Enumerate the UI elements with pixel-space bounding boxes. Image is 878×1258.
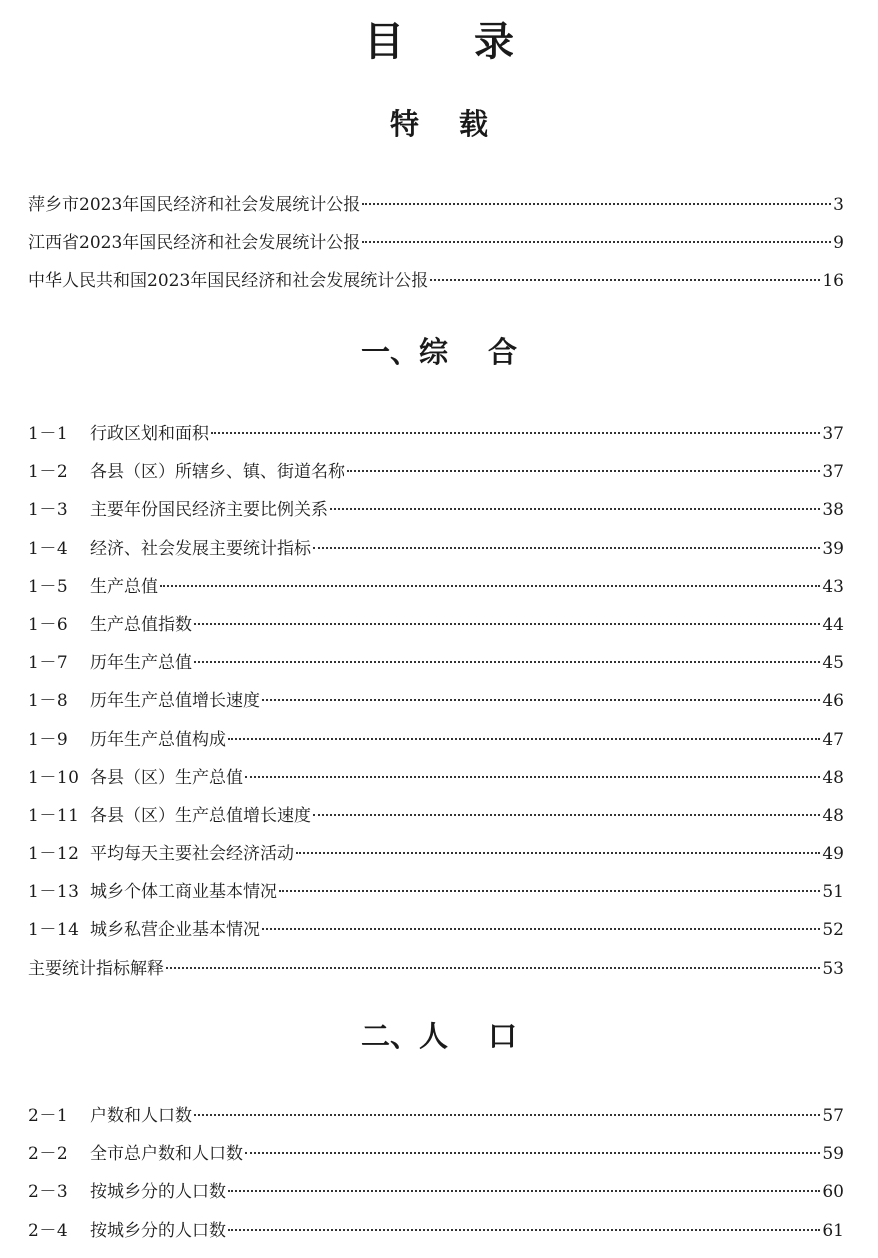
toc-entry-label: 按城乡分的人口数 xyxy=(90,1182,226,1203)
toc-entry-label: 城乡个体工商业基本情况 xyxy=(90,882,277,903)
toc-leader-dots xyxy=(279,890,820,892)
toc-leader-dots xyxy=(362,241,831,243)
toc-entry[interactable] xyxy=(28,644,844,682)
toc-entry[interactable] xyxy=(28,568,844,606)
toc-entry-page: 57 xyxy=(822,1106,844,1126)
toc-entry-label: 按城乡分的人口数 xyxy=(90,1220,226,1241)
toc-entry[interactable] xyxy=(28,1173,844,1211)
toc-leader-dots xyxy=(362,203,831,205)
toc-entry[interactable] xyxy=(28,606,844,644)
toc-entry-number: 1－9 xyxy=(28,729,69,750)
toc-entry-number: 2－4 xyxy=(28,1220,69,1241)
toc-entry-page: 16 xyxy=(822,271,844,292)
toc-entry[interactable] xyxy=(28,1097,844,1135)
toc-entry[interactable] xyxy=(28,721,844,759)
toc-leader-dots xyxy=(245,776,820,778)
toc-leader-dots xyxy=(194,1114,820,1116)
toc-leader-dots xyxy=(330,508,820,510)
section-list-general xyxy=(28,415,844,988)
toc-entry-label: 主要统计指标解释 xyxy=(28,958,164,979)
toc-entry-number: 1－4 xyxy=(28,538,69,559)
toc-leader-dots xyxy=(347,470,820,472)
toc-title-left: 目 xyxy=(364,19,404,65)
toc-leader-dots xyxy=(160,585,820,587)
toc-entry-label: 中华人民共和国2023年国民经济和社会发展统计公报 xyxy=(28,271,429,292)
toc-leader-dots xyxy=(194,661,820,663)
toc-entry-page: 9 xyxy=(833,233,844,254)
section-title-population: 二、人 口 xyxy=(360,1019,518,1053)
toc-entry-label: 户数和人口数 xyxy=(90,1106,192,1126)
toc-entry-label: 主要年份国民经济主要比例关系 xyxy=(90,500,328,521)
toc-entry-label: 行政区划和面积 xyxy=(90,424,209,444)
toc-entry[interactable] xyxy=(28,186,844,224)
section-title-special: 特 载 xyxy=(389,107,489,141)
toc-leader-dots xyxy=(313,547,820,549)
toc-entry-number: 1－5 xyxy=(28,576,69,597)
toc-entry-number: 1－2 xyxy=(28,462,69,483)
toc-entry-label: 萍乡市2023年国民经济和社会发展统计公报 xyxy=(28,195,361,215)
toc-entry-number: 2－2 xyxy=(28,1144,69,1165)
toc-entry-label: 历年生产总值 xyxy=(90,653,192,674)
toc-entry[interactable] xyxy=(28,530,844,568)
toc-entry[interactable] xyxy=(28,1135,844,1173)
toc-entry-page: 45 xyxy=(822,653,844,674)
toc-title-right: 录 xyxy=(474,19,514,65)
toc-leader-dots xyxy=(296,852,820,854)
toc-entry-page: 46 xyxy=(822,691,844,712)
toc-entry-number: 2－3 xyxy=(28,1182,69,1203)
toc-entry[interactable] xyxy=(28,759,844,797)
section-list-special xyxy=(28,186,844,301)
toc-entry-number: 1－8 xyxy=(28,691,69,712)
section-title-general: 一、综 合 xyxy=(360,335,518,369)
toc-leader-dots xyxy=(262,928,820,930)
toc-entry-label: 各县（区）所辖乡、镇、街道名称 xyxy=(90,462,345,483)
toc-entry-page: 38 xyxy=(822,500,844,521)
toc-entry-page: 48 xyxy=(822,805,844,826)
toc-title xyxy=(0,14,878,70)
toc-entry[interactable] xyxy=(28,797,844,835)
toc-entry-label: 全市总户数和人口数 xyxy=(90,1144,243,1165)
toc-entry-label: 历年生产总值增长速度 xyxy=(90,691,260,712)
toc-entry-page: 61 xyxy=(822,1220,844,1241)
toc-entry[interactable] xyxy=(28,224,844,262)
toc-entry-page: 44 xyxy=(822,614,844,635)
toc-entry-page: 51 xyxy=(822,882,844,903)
toc-entry-number: 2－1 xyxy=(28,1106,69,1126)
toc-leader-dots xyxy=(430,279,820,281)
section-list-population xyxy=(28,1097,844,1250)
toc-entry-label: 平均每天主要社会经济活动 xyxy=(90,844,294,865)
toc-leader-dots xyxy=(166,967,820,969)
toc-entry-number: 1－14 xyxy=(28,920,80,941)
toc-entry-number: 1－7 xyxy=(28,653,69,674)
toc-entry[interactable] xyxy=(28,682,844,720)
toc-entry-number: 1－3 xyxy=(28,500,69,521)
toc-entry-page: 53 xyxy=(822,958,844,979)
toc-leader-dots xyxy=(228,738,820,740)
toc-entry[interactable] xyxy=(28,491,844,529)
toc-entry-page: 59 xyxy=(822,1144,844,1165)
toc-entry-page: 43 xyxy=(822,576,844,597)
toc-entry[interactable] xyxy=(28,453,844,491)
toc-entry[interactable] xyxy=(28,415,844,453)
toc-entry-page: 60 xyxy=(822,1182,844,1203)
toc-entry-page: 47 xyxy=(822,729,844,750)
toc-leader-dots xyxy=(211,432,820,434)
toc-entry-number: 1－10 xyxy=(28,767,80,788)
toc-leader-dots xyxy=(313,814,820,816)
toc-entry[interactable] xyxy=(28,262,844,300)
toc-entry-number: 1－11 xyxy=(28,805,80,826)
toc-entry-number: 1－12 xyxy=(28,844,80,865)
toc-entry[interactable] xyxy=(28,873,844,911)
toc-leader-dots xyxy=(228,1190,820,1192)
toc-entry-label: 各县（区）生产总值 xyxy=(90,767,243,788)
toc-entry-page: 49 xyxy=(822,844,844,865)
toc-leader-dots xyxy=(228,1229,820,1231)
toc-entry-page: 39 xyxy=(822,538,844,559)
toc-entry-page: 37 xyxy=(822,462,844,483)
toc-leader-dots xyxy=(262,699,820,701)
toc-entry[interactable] xyxy=(28,911,844,949)
toc-entry-label: 经济、社会发展主要统计指标 xyxy=(90,538,311,559)
toc-entry-label: 历年生产总值构成 xyxy=(90,729,226,750)
toc-entry-number: 1－6 xyxy=(28,614,69,635)
toc-entry-label: 城乡私营企业基本情况 xyxy=(90,920,260,941)
toc-entry-page: 48 xyxy=(822,767,844,788)
toc-leader-dots xyxy=(245,1152,820,1154)
toc-entry-label: 江西省2023年国民经济和社会发展统计公报 xyxy=(28,233,361,254)
toc-leader-dots xyxy=(194,623,820,625)
toc-entry-number: 1－1 xyxy=(28,424,69,444)
toc-entry-label: 生产总值指数 xyxy=(90,614,192,635)
toc-entry-label: 各县（区）生产总值增长速度 xyxy=(90,805,311,826)
toc-entry-page: 52 xyxy=(822,920,844,941)
toc-entry-page: 3 xyxy=(833,195,844,215)
toc-entry[interactable] xyxy=(28,950,844,988)
toc-entry-page: 37 xyxy=(822,424,844,444)
toc-entry[interactable] xyxy=(28,835,844,873)
toc-entry-label: 生产总值 xyxy=(90,576,158,597)
toc-entry-number: 1－13 xyxy=(28,882,80,903)
toc-entry[interactable] xyxy=(28,1212,844,1250)
